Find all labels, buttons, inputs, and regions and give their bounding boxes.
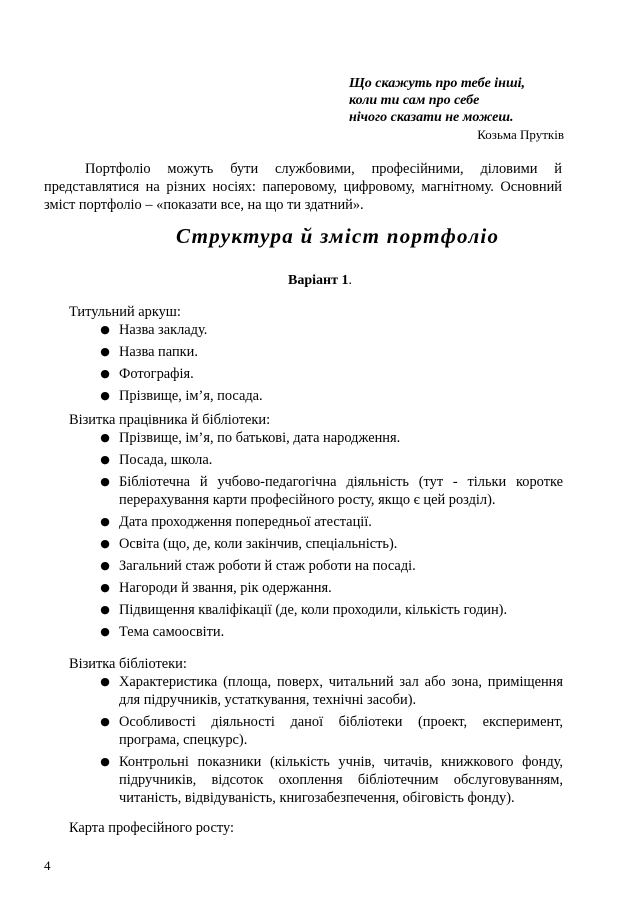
list-item-text: Особливості діяльності даної бібліотеки (проект, експеримент, програма, спецкурс). — [119, 714, 563, 748]
bullet-icon: ● — [100, 431, 110, 444]
bullet-icon: ● — [100, 581, 110, 594]
bullet-list — [69, 321, 563, 405]
section-title: Структура й зміст портфоліо — [176, 224, 500, 248]
list-item-text: Посада, школа. — [119, 452, 213, 468]
list-item-text: Освіта (що, де, коли закінчив, спеціальність). — [119, 536, 398, 552]
section-title-page — [69, 303, 563, 409]
list-item — [69, 473, 563, 509]
list-item — [69, 429, 563, 447]
bullet-icon: ● — [100, 367, 110, 380]
list-item — [69, 343, 563, 361]
bullet-icon: ● — [100, 537, 110, 550]
list-item-text: Підвищення кваліфікації (де, коли проходили, кількість годин). — [119, 602, 508, 618]
bullet-icon: ● — [100, 515, 110, 528]
list-item — [69, 623, 563, 641]
list-item — [69, 387, 563, 405]
bullet-icon: ● — [100, 453, 110, 466]
list-item — [69, 601, 563, 619]
bullet-icon: ● — [100, 755, 110, 768]
list-item-text: Прізвище, ім’я, по батькові, дата народження. — [119, 430, 401, 446]
epigraph-line: нічого сказати не можеш. — [349, 110, 514, 125]
list-item-text: Прізвище, ім’я, посада. — [119, 388, 263, 404]
list-item-text: Назва закладу. — [119, 322, 208, 338]
list-item — [69, 321, 563, 339]
bullet-icon: ● — [100, 345, 110, 358]
list-item — [69, 451, 563, 469]
bullet-icon: ● — [100, 559, 110, 572]
career-map-heading: Карта професійного росту: — [69, 820, 234, 836]
bullet-icon: ● — [100, 389, 110, 402]
bullet-icon: ● — [100, 475, 110, 488]
bullet-list — [69, 429, 563, 641]
list-item — [69, 579, 563, 597]
bullet-icon: ● — [100, 675, 110, 688]
page-number: 4 — [44, 858, 51, 873]
section-heading: Візитка бібліотеки: — [69, 656, 187, 672]
list-item — [69, 753, 563, 807]
intro-paragraph: Портфоліо можуть бути службовими, професійними, діловими й представлятися на різних носіях: паперовому, цифровому, магнітному. Основний зміст портфоліо – «показати все, на що ти здатний». — [44, 161, 562, 213]
list-item — [69, 365, 563, 383]
variant-suffix: . — [348, 273, 352, 288]
list-item-text: Дата проходження попередньої атестації. — [119, 514, 372, 530]
epigraph — [349, 75, 564, 143]
bullet-icon: ● — [100, 625, 110, 638]
bullet-list — [69, 673, 563, 807]
list-item — [69, 673, 563, 709]
variant-label: Варіант 1 — [288, 273, 349, 288]
list-item-text: Назва папки. — [119, 344, 198, 360]
bullet-icon: ● — [100, 603, 110, 616]
variant-heading — [44, 272, 638, 290]
list-item-text: Нагороди й звання, рік одержання. — [119, 580, 332, 596]
list-item — [69, 535, 563, 553]
bullet-icon: ● — [100, 715, 110, 728]
list-item-text: Бібліотечна й учбово-педагогічна діяльність (тут - тільки коротке перерахування карти професійного росту, якщо є цей розділ). — [119, 474, 563, 508]
section-heading: Візитка працівника й бібліотеки: — [69, 412, 271, 428]
list-item — [69, 513, 563, 531]
bullet-icon: ● — [100, 323, 110, 336]
list-item-text: Загальний стаж роботи й стаж роботи на посаді. — [119, 558, 416, 574]
epigraph-author: Козьма Прутків — [477, 127, 564, 142]
epigraph-line: коли ти сам про себе — [349, 93, 480, 108]
list-item-text: Контрольні показники (кількість учнів, читачів, книжкового фонду, підручників, відсоток охоплення бібліотечним обслуговуванням, читаність, відвідуваність, книгозабезпечення, обіговість фонду). — [119, 754, 563, 806]
epigraph-line: Що скажуть про тебе інші, — [349, 76, 525, 91]
list-item-text: Характеристика (площа, поверх, читальний зал або зона, приміщення для підручників, устаткування, технічні засоби). — [119, 674, 563, 708]
list-item-text: Тема самоосвіти. — [119, 624, 225, 640]
list-item-text: Фотографія. — [119, 366, 194, 382]
list-item — [69, 713, 563, 749]
list-item — [69, 557, 563, 575]
section-heading: Титульний аркуш: — [69, 304, 181, 320]
section-employee-card — [69, 411, 563, 645]
section-library-card — [69, 655, 563, 811]
